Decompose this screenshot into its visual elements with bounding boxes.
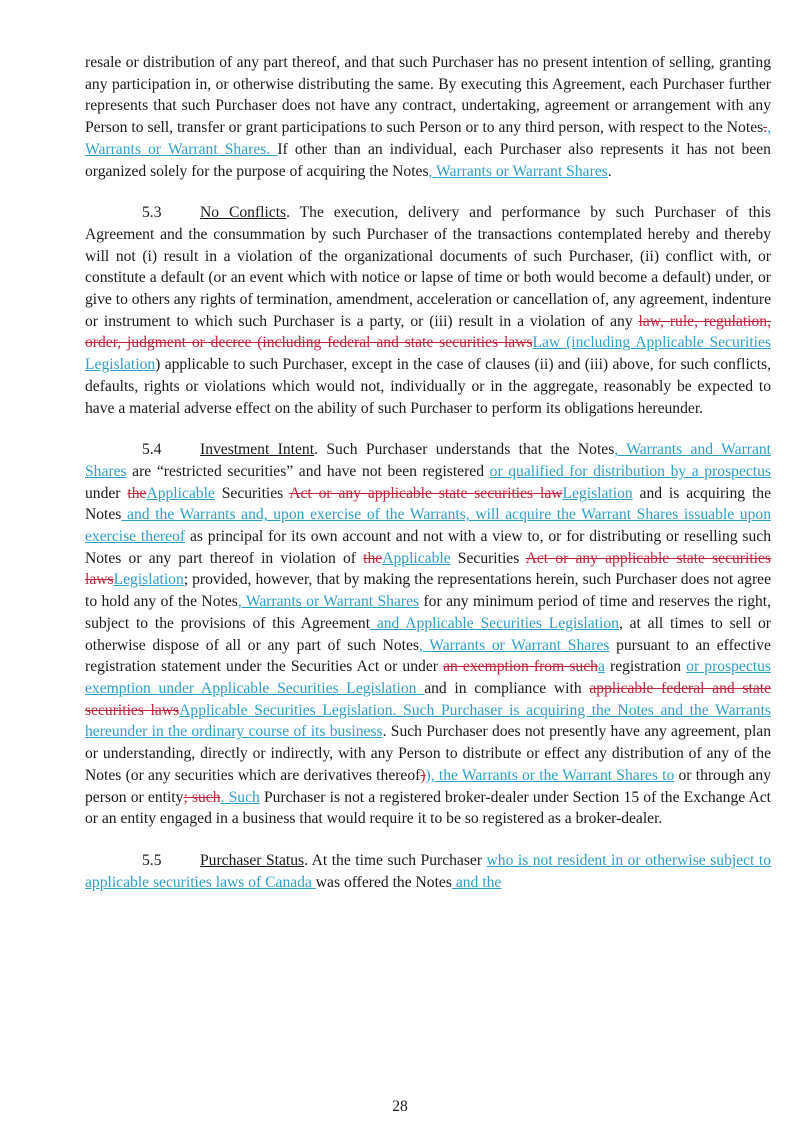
body-text: By executing this Agreement, each Purchaser further represents that such Purchaser does not have any contract, undertaking, agreement or arrangement with any Person to sell, transfer or grant participations to such Person or to any third person, with respect to the Notes — [85, 75, 771, 137]
section-5-5 — [85, 850, 771, 893]
body-text: are “restricted securities” and have not been registered — [126, 462, 490, 480]
body-text: . The execution, delivery and performance by such Purchaser of this Agreement and the consummation by such Purchaser of the transactions contemplated hereby and thereby will not (i) result in a violation of the organizational documents of such Purchaser, (ii) conflict with, or constitute a default (or an event which with notice or lapse of time or both would become a default) under, or give to others any rights of termination, amendment, acceleration or cancellation of, any agreement, indenture or instrument to which such Purchaser is a party, or (iii) result in a violation of any — [85, 204, 771, 330]
inserted-text: or qualified for distribution by a prospectus — [489, 462, 772, 480]
body-text: . At the time such Purchaser — [304, 851, 487, 869]
body-text: . Such Purchaser understands that the Notes — [314, 441, 615, 459]
inserted-text: who is not resident in or otherwise subject to applicable securities laws of Canada — [85, 851, 772, 891]
section-number: 5.4 — [142, 441, 162, 459]
body-text: resale or distribution of any part thereof, and that such Purchaser has no present intention of selling, granting any participation in, or otherwise distributing the same. — [85, 54, 771, 93]
body-text: . Such Purchaser does not presently have any agreement, plan or understanding, directly or indirectly, with any Person to distribute or effect any distribution of any of the Notes (or any securities which are derivatives thereof — [85, 723, 771, 784]
inserted-text: a — [597, 658, 605, 676]
section-heading: No Conflicts — [200, 204, 287, 222]
inserted-text: Applicable Securities Legislation. Such Purchaser is acquiring the Notes and the Warrants hereunder in the ordinary course of its business — [85, 701, 771, 741]
inserted-text: Applicable — [146, 484, 215, 502]
body-text: and is acquiring the Notes — [85, 484, 772, 524]
inserted-text: , Warrants or Warrant Shares — [418, 636, 610, 654]
body-text: , at all times to sell or otherwise dispose of all or any part of such Notes — [85, 614, 772, 654]
body-text: If other than an individual, each Purchaser also represents it has not been organized solely for the purpose of acquiring the Notes — [85, 140, 771, 180]
body-text: registration — [604, 658, 687, 676]
inserted-text: , Warrants or Warrant Shares — [428, 162, 608, 180]
body-text: and in compliance with — [424, 679, 590, 697]
inserted-text: Law (including Applicable Securities Legislation — [85, 334, 771, 374]
inserted-text: Applicable — [382, 549, 451, 567]
body-text: ) applicable to such Purchaser, except in the case of clauses (ii) and (iii) above, for such conflicts, defaults, rights or violations which would not, individually or in the aggregate, reasonably be expected to have a material adverse effect on the ability of such Purchaser to perform its obligations hereunder. — [85, 356, 771, 417]
document-body — [85, 52, 771, 913]
deleted-text: ; such — [183, 788, 221, 806]
section-5-3 — [85, 202, 771, 419]
inserted-text: and the Warrants and, upon exercise of the Warrants, will acquire the Warrant Shares issuable upon exercise thereof — [85, 506, 771, 546]
deleted-text: . — [763, 119, 768, 137]
deleted-text: Act or any applicable state securities law — [289, 484, 563, 502]
section-heading: Purchaser Status — [200, 851, 305, 869]
section-number: 5.5 — [142, 851, 162, 869]
inserted-text: , Warrants or Warrant Shares. — [85, 119, 771, 158]
body-text: . — [607, 162, 612, 180]
inserted-text: or prospectus exemption under Applicable Securities Legislation — [85, 658, 771, 697]
body-text: pursuant to an effective registration statement under the Securities Act or under — [85, 636, 771, 676]
inserted-text: , Warrants and Warrant Shares — [85, 441, 771, 480]
paragraph-continuation — [85, 52, 771, 182]
body-text: ; provided, however, that by making the representations herein, such Purchaser does not agree to hold any of the Notes — [85, 571, 771, 611]
deleted-text: the — [127, 484, 147, 502]
deleted-text: Act or any applicable state securities laws — [85, 549, 771, 589]
body-text: under — [85, 484, 128, 502]
section-heading: Investment Intent — [200, 441, 315, 459]
section-5-4 — [85, 439, 771, 830]
body-text: Purchaser is not a registered broker-dealer under Section 15 of the Exchange Act or an entity engaged in a business that would require it to be so registered as a broker-dealer. — [85, 788, 771, 828]
deleted-text: the — [363, 549, 383, 567]
deleted-text: an exemption from such — [443, 658, 598, 676]
deleted-text: law, rule, regulation, order, judgment or decree (including federal and state securities laws — [85, 312, 771, 352]
inserted-text: and Applicable Securities Legislation — [370, 614, 619, 632]
page-number: 28 — [392, 1098, 408, 1115]
inserted-text: . Such — [220, 788, 260, 806]
body-text: Securities — [214, 484, 290, 502]
inserted-text: Legislation — [562, 484, 633, 502]
body-text: or through any person or entity — [85, 766, 771, 806]
inserted-text: , Warrants or Warrant Shares — [237, 593, 420, 611]
inserted-text: and the — [451, 873, 502, 891]
deleted-text: applicable federal and state securities laws — [85, 679, 771, 719]
body-text: for any minimum period of time and reserves the right, subject to the provisions of this Agreement — [85, 593, 772, 632]
section-number: 5.3 — [142, 204, 162, 222]
body-text: as principal for its own account and not with a view to, or for distributing or reselling such Notes or any part thereof in violation of — [85, 528, 771, 567]
inserted-text: Legislation — [113, 571, 184, 589]
body-text: Securities — [450, 549, 526, 567]
inserted-text: ), the Warrants or the Warrant Shares to — [425, 766, 675, 784]
body-text: was offered the Notes — [315, 873, 452, 891]
deleted-text: ) — [420, 766, 426, 784]
